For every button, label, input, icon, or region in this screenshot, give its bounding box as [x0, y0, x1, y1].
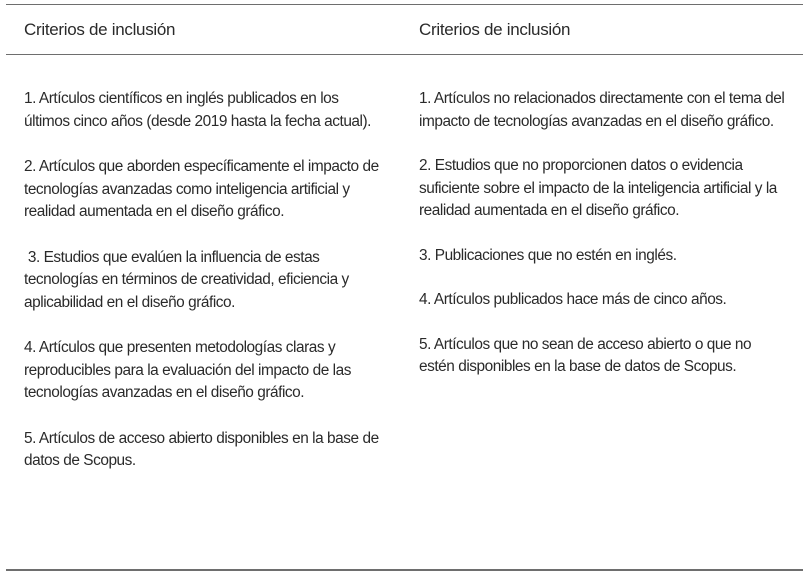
right-column-header: Criterios de inclusión: [419, 20, 571, 39]
list-item: 4. Artículos publicados hace más de cinco años.: [419, 291, 727, 308]
list-item: 5. Artículos que no sean de acceso abierto o que no estén disponibles en la base de datos de Scopus.: [419, 335, 752, 375]
list-item: 5. Artículos de acceso abierto disponibles en la base de datos de Scopus.: [24, 429, 379, 469]
list-item: 2. Artículos que aborden específicamente el impacto de tecnologías avanzadas como inteligencia artificial y realidad aumentada en el diseño gráfico.: [24, 158, 379, 220]
left-column: [24, 4, 384, 569]
table-bottom-rule: [6, 569, 803, 571]
list-item: 1. Artículos no relacionados directamente con el tema del impacto de tecnologías avanzadas en el diseño gráfico.: [419, 90, 785, 130]
right-column-items: [419, 88, 789, 401]
list-item: 2. Estudios que no proporcionen datos o evidencia suficiente sobre el impacto de la inteligencia artificial y la realidad aumentada en el diseño gráfico.: [419, 157, 777, 219]
left-column-items: [24, 88, 384, 496]
list-item: 4. Artículos que presenten metodologías claras y reproducibles para la evaluación del impacto de las tecnologías avanzadas en el diseño gráfico.: [24, 339, 351, 401]
criteria-table: [6, 4, 803, 570]
list-item: 3. Publicaciones que no estén en inglés.: [419, 246, 677, 264]
list-item: 1. Artículos científicos en inglés publicados en los últimos cinco años (desde 2019 hasta la fecha actual).: [24, 90, 372, 130]
left-column-header: Criterios de inclusión: [24, 20, 176, 39]
right-column: [419, 4, 789, 569]
list-item: 3. Estudios que evalúen la influencia de estas tecnologías en términos de creatividad, eficiencia y aplicabilidad en el diseño gráfico.: [24, 248, 353, 311]
